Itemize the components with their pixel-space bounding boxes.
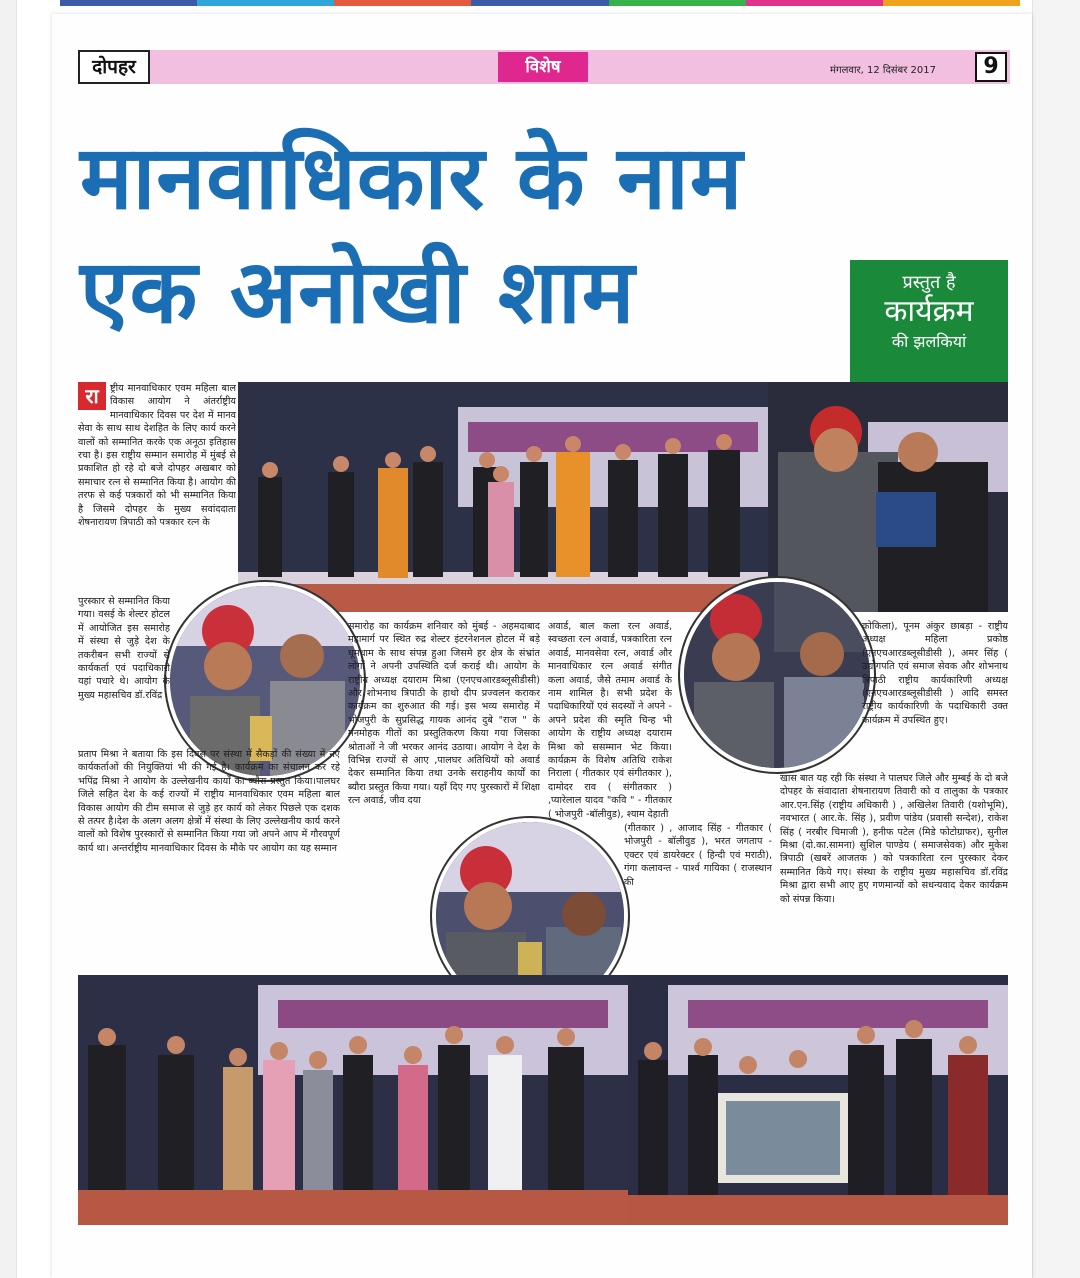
award-photo-right bbox=[768, 382, 1008, 612]
color-strip-segment bbox=[197, 0, 334, 6]
article-text: समारोह का कार्यक्रम शनिवार को मुंबई - अहमदाबाद महामार्ग पर स्थित रुद्र शेल्टर इंटरनेशनल होटल में बड़े धूमधाम के साथ संपन्न हुआ जिसमे हर क्षेत्र के संभ्रांत लोगों ने अपनी उपस्थिति दर्ज कराई थी। आयोग के राष्ट्रीय अध्यक्ष दयाराम मिश्रा (एनएचआरडब्लूसीडीसी) और शोभनाथ त्रिपाठी के हाथो दीप प्रज्वलन कराकर कार्यक्रम का शुरुआत की गई। इस भव्य समारोह में भोजपुरी के सुप्रसिद्ध गायक आनंद दुबे "राज " के मनमोहक गीतों का प्रस्तुतिकरण किया गया जिसका श्रोताओं ने जी भरकर आनंद उठाया। आयोग ने देश के विभिन्न राज्यों से आए ,पालघर अतिथियों को अवार्ड देकर सम्मानित किया तथा उनके सराहनीय कार्यों का ब्यौरा प्रस्तुत किया गया। यहाँ दिए गए पुरस्कारों में शिक्षा रत्न अवार्ड, जीव दया bbox=[348, 621, 540, 807]
color-strip-segment bbox=[471, 0, 608, 6]
article-text: पुरस्कार से सम्मानित किया गया। वसई के शेल्टर होटल में आयोजित इस समारोह में संस्था से जुड़े देश के तकरीबन सभी राज्यों से कार्यकर्ता एवं पदाधिकारी यहां पधारे थे। आयोग के मुख्य महासचिव डॉ.रविंद्र bbox=[78, 596, 170, 701]
promo-line-1: प्रस्तुत है bbox=[902, 272, 956, 293]
bottom-group-photo-left bbox=[78, 975, 628, 1225]
color-strip-segment bbox=[883, 0, 1020, 6]
section-label: विशेष bbox=[498, 52, 588, 82]
article-column-1-top bbox=[78, 382, 236, 592]
promo-line-3: की झलकियां bbox=[891, 332, 967, 351]
article-column-3-top bbox=[548, 620, 672, 820]
issue-date: मंगलवार, 12 दिसंबर 2017 bbox=[830, 65, 936, 76]
headline-line-2: एक अनोखी शाम bbox=[80, 240, 636, 343]
newspaper-logo: दोपहर bbox=[78, 50, 150, 84]
article-text: खास बात यह रही कि संस्था ने पालघर जिले और मुम्बई के दो बजे दोपहर के संवादाता शेषनारायण तिवारी को व तालुका के पत्रकार आर.एन.सिंह (राष्ट्रीय अधिकारी ) , अखिलेश तिवारी (यशोभूमि), नवभारत ( आर.के. सिंह ), प्रवीण पांडेय (प्रवासी सन्देश), राकेश सिंह ( नरबीर चिमाजी ), हनीफ पटेल (मिडे फोटोग्राफर), सुनील मिश्रा (दो.का.सामना) सुशिल पाण्डेय ( समाजसेवक) और मुकेश त्रिपाठी (खबरें आजतक ) को पत्रकारिता रत्न पुरस्कार देकर सम्मानित किये गए। संस्था के राष्ट्रीय मुख्य महासचिव डॉ.रविंद्र मिश्रा द्वारा सभी आए हुए गणमान्यों को सधन्यवाद देकर कार्यक्रम को संपन्न किया। bbox=[780, 773, 1008, 905]
article-text: कोकिला), पूनम अंकुर छाबड़ा - राष्ट्रीय अध्यक्ष महिला प्रकोष्ठ (एनएचआरडब्लूसीडीसी ), अमर सिंह ( उद्योगपति एवं समाज सेवक और शोभनाथ त्रिपाठी राष्ट्रीय कार्यकारिणी अध्यक्ष (एनएचआरडब्लूसीडीसी ) आदि समस्त राष्ट्रीय कार्यकारिणी के पदाधिकारी उक्त कार्यक्रम में उपस्थित हुए। bbox=[862, 621, 1008, 726]
color-strip-segment bbox=[609, 0, 746, 6]
color-strip-segment bbox=[334, 0, 471, 6]
promo-line-2: कार्यक्रम bbox=[884, 294, 974, 329]
bottom-group-photo-right bbox=[628, 975, 1008, 1225]
article-text: प्रताप मिश्रा ने बताया कि इस दिवस पर संस्था में सैकड़ों की संख्या में नए कार्यकर्ताओं की नियुक्तियां भी की गई है। कार्यक्रम का संचालन कर रहे भपिंद्र मिश्रा ने आयोग के उल्लेखनीय कार्यों का ब्यौरा प्रस्तुत किया।पालघर जिले सहित देश के कई राज्यों में राष्ट्रीय मानवाधिकार एवम महिला बाल विकास आयोग की टीम समाज से जुड़े हर कार्य को लेकर पिछले एक दशक से तत्पर है।देश के अलग अलग क्षेत्रों में संस्था के लिए उल्लेखनीय कार्य करने वालों को विशेष पुरस्कारों से सम्मानित किया गया जो अपने आप में गौरवपूर्ण कार्य था। अन्तर्राष्ट्रीय मानवाधिकार दिवस के मौके पर आयोग का यह सम्मान bbox=[78, 749, 340, 854]
article-column-2 bbox=[348, 620, 540, 820]
right-page-edge bbox=[1032, 0, 1080, 1278]
article-column-1-bottom bbox=[78, 748, 340, 968]
headline-line-1: मानवाधिकार के नाम bbox=[80, 126, 744, 229]
article-column-3-bottom bbox=[624, 822, 772, 968]
promo-box bbox=[850, 260, 1008, 382]
left-page-edge bbox=[0, 0, 17, 1278]
article-dropcap: रा bbox=[78, 382, 106, 410]
article-text: अवार्ड, बाल कला रत्न अवार्ड, स्वच्छता रत्न अवार्ड, पत्रकारिता रत्न अवार्ड, मानवसेवा रत्न, अवार्ड और मानवाधिकार रत्न अवार्ड संगीत कला अवार्ड, जैसे तमाम अवार्ड के नाम शामिल है। सभी प्रदेश के पदाधिकारियों एवं सदस्यों ने अपने - अपने प्रदेश की स्मृति चिन्ह भी आयोग के राष्ट्रीय अध्यक्ष दयाराम मिश्रा को ससम्मान भेट किया। कार्यक्रम के विशेष अतिथि राकेश निराला ( गीतकार एवं संगीतकार ), दामोदर राव ( संगीतकार ) ,प्यारेलाल यादव "कवि " - गीतकार ( भोजपुरी -बॉलीवुड), श्याम देहाती bbox=[548, 621, 672, 820]
article-text: (गीतकार ) , आजाद सिंह - गीतकार ( भोजपुरी - बॉलीवुड ), भरत जगताप - एक्टर एवं डायरेक्टर ( हिन्दी एवं मराठी), गंगा कलावन्त - पार्श्व गायिका ( राजस्थान की bbox=[624, 823, 772, 888]
color-strip-segment bbox=[746, 0, 883, 6]
article-column-4-top bbox=[862, 620, 1008, 770]
stage-group-photo bbox=[238, 382, 768, 612]
color-strip-segment bbox=[60, 0, 197, 6]
article-column-1-mid bbox=[78, 595, 170, 745]
article-column-4-bottom bbox=[780, 772, 1008, 968]
article-text: ष्ट्रीय मानवाधिकार एवम महिला बाल विकास आयोग ने अंतर्राष्ट्रीय मानवाधिकार दिवस पर देश में मानव सेवा के साथ साथ देशहित के लिए कार्य करने वालों को सम्मानित करके एक अनूठा इतिहास रचा है। इस राष्ट्रीय सम्मान समारोह में मुंबई से प्रकाशित हो रहे दो बजे दोपहर अखबार को समाचार रत्न से सम्मानित किया है। आयोग की तरफ से कई पत्रकारों को भी सम्मानित किया है जिसमे दोपहर के मुख्य सवांददाता शेषनारायण त्रिपाठी को पत्रकार रत्न के bbox=[78, 383, 236, 529]
color-strip bbox=[60, 0, 1020, 6]
inset-photo-2 bbox=[680, 578, 874, 772]
page-number: 9 bbox=[975, 52, 1007, 82]
